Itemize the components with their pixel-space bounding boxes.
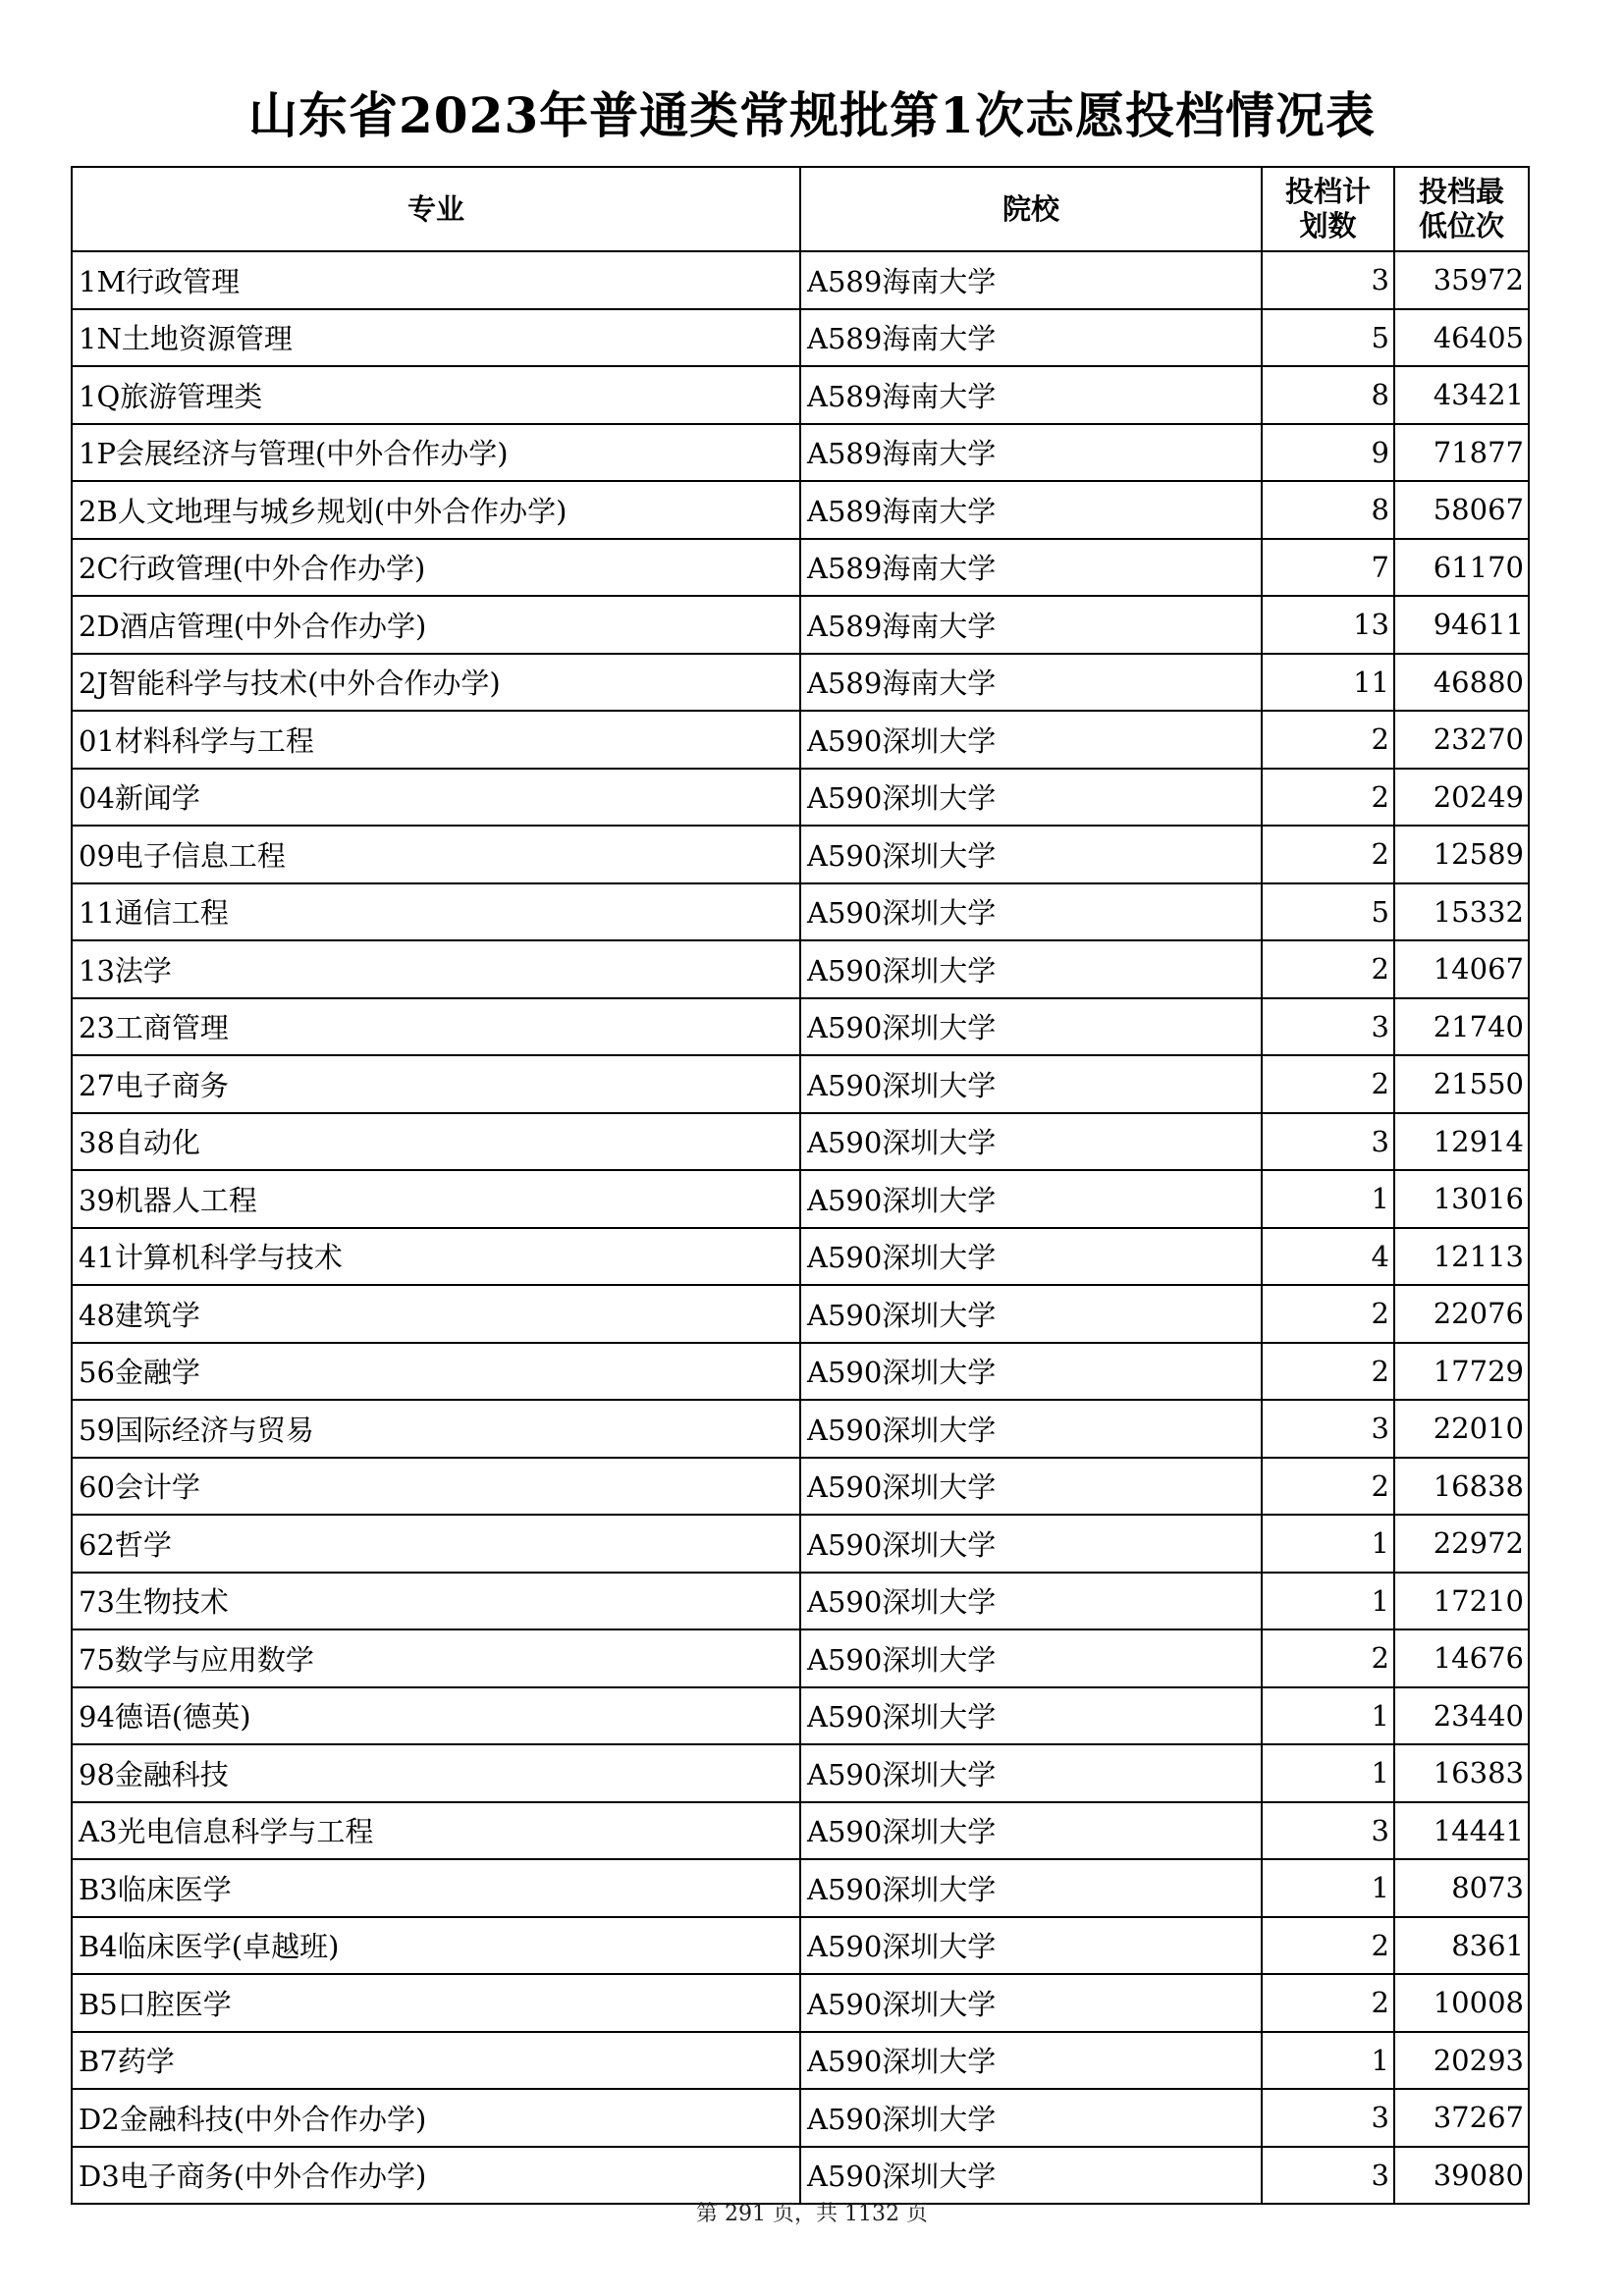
cell-plan: 3 [1262, 1400, 1394, 1458]
cell-major: 59国际经济与贸易 [72, 1400, 800, 1458]
cell-rank: 21740 [1394, 998, 1529, 1056]
cell-plan: 1 [1262, 1744, 1394, 1802]
cell-major: 38自动化 [72, 1113, 800, 1171]
header-rank [1394, 167, 1529, 251]
table-row [72, 1687, 1529, 1745]
table-row [72, 539, 1529, 597]
table-row [72, 1802, 1529, 1860]
cell-rank: 37267 [1394, 2089, 1529, 2147]
cell-plan: 2 [1262, 826, 1394, 883]
table-row [72, 2032, 1529, 2090]
table-row [72, 1343, 1529, 1401]
cell-school: A590深圳大学 [800, 826, 1262, 883]
cell-school: A590深圳大学 [800, 769, 1262, 827]
cell-plan: 9 [1262, 424, 1394, 482]
cell-plan: 3 [1262, 2089, 1394, 2147]
cell-school: A590深圳大学 [800, 1343, 1262, 1401]
cell-major: 75数学与应用数学 [72, 1629, 800, 1687]
table-header-row [72, 167, 1529, 251]
table-row [72, 654, 1529, 712]
cell-rank: 14441 [1394, 1802, 1529, 1860]
cell-plan: 11 [1262, 654, 1394, 712]
table-row [72, 481, 1529, 539]
table-row [72, 1515, 1529, 1573]
cell-plan: 3 [1262, 1113, 1394, 1171]
cell-school: A590深圳大学 [800, 1113, 1262, 1171]
cell-plan: 3 [1262, 1802, 1394, 1860]
table-row [72, 711, 1529, 769]
cell-major: 1Q旅游管理类 [72, 366, 800, 424]
cell-school: A590深圳大学 [800, 1458, 1262, 1516]
cell-school: A590深圳大学 [800, 1285, 1262, 1343]
cell-plan: 13 [1262, 596, 1394, 654]
cell-major: 94德语(德英) [72, 1687, 800, 1745]
cell-plan: 2 [1262, 711, 1394, 769]
cell-major: 04新闻学 [72, 769, 800, 827]
cell-major: 73生物技术 [72, 1573, 800, 1630]
table-body [72, 251, 1529, 2204]
cell-major: A3光电信息科学与工程 [72, 1802, 800, 1860]
cell-school: A589海南大学 [800, 366, 1262, 424]
cell-major: 2J智能科学与技术(中外合作办学) [72, 654, 800, 712]
cell-plan: 3 [1262, 998, 1394, 1056]
cell-major: 23工商管理 [72, 998, 800, 1056]
table-row [72, 1859, 1529, 1917]
cell-plan: 2 [1262, 1917, 1394, 1975]
cell-major: 11通信工程 [72, 883, 800, 941]
header-rank-line2: 低位次 [1418, 209, 1504, 242]
cell-rank: 22972 [1394, 1515, 1529, 1573]
cell-school: A590深圳大学 [800, 1573, 1262, 1630]
cell-plan: 3 [1262, 251, 1394, 309]
table-row [72, 1744, 1529, 1802]
cell-school: A589海南大学 [800, 539, 1262, 597]
table-row [72, 1400, 1529, 1458]
cell-rank: 23440 [1394, 1687, 1529, 1745]
cell-plan: 4 [1262, 1228, 1394, 1286]
table-row [72, 1573, 1529, 1630]
cell-school: A589海南大学 [800, 481, 1262, 539]
cell-plan: 8 [1262, 366, 1394, 424]
cell-school: A590深圳大学 [800, 1170, 1262, 1228]
page-footer: 第 291 页，共 1132 页 [696, 2202, 928, 2226]
cell-plan: 5 [1262, 309, 1394, 367]
cell-rank: 17210 [1394, 1573, 1529, 1630]
cell-plan: 2 [1262, 1974, 1394, 2032]
cell-rank: 16383 [1394, 1744, 1529, 1802]
cell-rank: 61170 [1394, 539, 1529, 597]
table-row [72, 1113, 1529, 1171]
cell-school: A590深圳大学 [800, 883, 1262, 941]
table-row [72, 1055, 1529, 1113]
cell-rank: 23270 [1394, 711, 1529, 769]
table-row [72, 769, 1529, 827]
cell-rank: 46405 [1394, 309, 1529, 367]
cell-rank: 71877 [1394, 424, 1529, 482]
table-row [72, 1917, 1529, 1975]
table-row [72, 251, 1529, 309]
header-major: 专业 [72, 167, 800, 251]
header-rank-line1: 投档最 [1418, 175, 1504, 209]
cell-major: 1N土地资源管理 [72, 309, 800, 367]
cell-school: A590深圳大学 [800, 711, 1262, 769]
header-plan-line1: 投档计 [1284, 175, 1371, 209]
cell-school: A590深圳大学 [800, 2032, 1262, 2090]
cell-school: A590深圳大学 [800, 1228, 1262, 1286]
table-row [72, 1458, 1529, 1516]
cell-major: 2C行政管理(中外合作办学) [72, 539, 800, 597]
cell-rank: 20249 [1394, 769, 1529, 827]
admission-table [71, 166, 1530, 2205]
header-school: 院校 [800, 167, 1262, 251]
cell-major: B4临床医学(卓越班) [72, 1917, 800, 1975]
cell-rank: 21550 [1394, 1055, 1529, 1113]
cell-school: A590深圳大学 [800, 1055, 1262, 1113]
cell-plan: 2 [1262, 1285, 1394, 1343]
cell-rank: 12914 [1394, 1113, 1529, 1171]
cell-major: D3电子商务(中外合作办学) [72, 2147, 800, 2205]
cell-rank: 58067 [1394, 481, 1529, 539]
table-row [72, 1974, 1529, 2032]
cell-major: 48建筑学 [72, 1285, 800, 1343]
cell-school: A590深圳大学 [800, 1974, 1262, 2032]
cell-major: 1M行政管理 [72, 251, 800, 309]
cell-rank: 10008 [1394, 1974, 1529, 2032]
cell-rank: 39080 [1394, 2147, 1529, 2205]
table-row [72, 366, 1529, 424]
cell-major: 60会计学 [72, 1458, 800, 1516]
cell-rank: 12113 [1394, 1228, 1529, 1286]
cell-school: A589海南大学 [800, 251, 1262, 309]
cell-major: 13法学 [72, 940, 800, 998]
cell-rank: 14067 [1394, 940, 1529, 998]
table-row [72, 309, 1529, 367]
cell-rank: 13016 [1394, 1170, 1529, 1228]
cell-major: B5口腔医学 [72, 1974, 800, 2032]
cell-major: 56金融学 [72, 1343, 800, 1401]
table-row [72, 940, 1529, 998]
table-row [72, 826, 1529, 883]
cell-rank: 14676 [1394, 1629, 1529, 1687]
cell-plan: 2 [1262, 1055, 1394, 1113]
cell-major: D2金融科技(中外合作办学) [72, 2089, 800, 2147]
cell-plan: 8 [1262, 481, 1394, 539]
cell-school: A590深圳大学 [800, 2089, 1262, 2147]
cell-school: A590深圳大学 [800, 1629, 1262, 1687]
table-row [72, 2089, 1529, 2147]
cell-school: A589海南大学 [800, 309, 1262, 367]
cell-major: 27电子商务 [72, 1055, 800, 1113]
cell-plan: 2 [1262, 1343, 1394, 1401]
table-row [72, 883, 1529, 941]
table-row [72, 424, 1529, 482]
cell-major: 41计算机科学与技术 [72, 1228, 800, 1286]
cell-school: A590深圳大学 [800, 1917, 1262, 1975]
cell-rank: 46880 [1394, 654, 1529, 712]
cell-rank: 22076 [1394, 1285, 1529, 1343]
cell-major: 98金融科技 [72, 1744, 800, 1802]
cell-school: A589海南大学 [800, 654, 1262, 712]
cell-plan: 1 [1262, 2032, 1394, 2090]
cell-rank: 43421 [1394, 366, 1529, 424]
cell-major: 2D酒店管理(中外合作办学) [72, 596, 800, 654]
cell-school: A590深圳大学 [800, 2147, 1262, 2205]
cell-plan: 1 [1262, 1515, 1394, 1573]
table-row [72, 596, 1529, 654]
cell-rank: 8073 [1394, 1859, 1529, 1917]
cell-plan: 2 [1262, 940, 1394, 998]
cell-school: A590深圳大学 [800, 940, 1262, 998]
cell-plan: 2 [1262, 769, 1394, 827]
cell-plan: 1 [1262, 1573, 1394, 1630]
cell-school: A590深圳大学 [800, 998, 1262, 1056]
cell-major: 39机器人工程 [72, 1170, 800, 1228]
table-row [72, 2147, 1529, 2205]
cell-rank: 15332 [1394, 883, 1529, 941]
cell-rank: 8361 [1394, 1917, 1529, 1975]
cell-rank: 22010 [1394, 1400, 1529, 1458]
cell-major: B3临床医学 [72, 1859, 800, 1917]
cell-school: A590深圳大学 [800, 1859, 1262, 1917]
cell-plan: 1 [1262, 1859, 1394, 1917]
cell-school: A590深圳大学 [800, 1400, 1262, 1458]
page-title: 山东省2023年普通类常规批第1次志愿投档情况表 [248, 86, 1376, 144]
cell-plan: 1 [1262, 1687, 1394, 1745]
cell-rank: 35972 [1394, 251, 1529, 309]
cell-plan: 5 [1262, 883, 1394, 941]
header-plan-line2: 划数 [1299, 209, 1357, 242]
cell-school: A590深圳大学 [800, 1744, 1262, 1802]
cell-school: A589海南大学 [800, 424, 1262, 482]
cell-plan: 7 [1262, 539, 1394, 597]
cell-school: A590深圳大学 [800, 1515, 1262, 1573]
table-row [72, 1170, 1529, 1228]
cell-major: 2B人文地理与城乡规划(中外合作办学) [72, 481, 800, 539]
cell-school: A590深圳大学 [800, 1802, 1262, 1860]
cell-rank: 17729 [1394, 1343, 1529, 1401]
cell-plan: 3 [1262, 2147, 1394, 2205]
header-plan [1262, 167, 1394, 251]
cell-rank: 20293 [1394, 2032, 1529, 2090]
cell-major: 62哲学 [72, 1515, 800, 1573]
cell-rank: 12589 [1394, 826, 1529, 883]
cell-plan: 2 [1262, 1629, 1394, 1687]
cell-major: 1P会展经济与管理(中外合作办学) [72, 424, 800, 482]
cell-major: B7药学 [72, 2032, 800, 2090]
table-row [72, 1228, 1529, 1286]
cell-plan: 1 [1262, 1170, 1394, 1228]
cell-plan: 2 [1262, 1458, 1394, 1516]
cell-school: A589海南大学 [800, 596, 1262, 654]
cell-major: 09电子信息工程 [72, 826, 800, 883]
table-row [72, 1629, 1529, 1687]
cell-major: 01材料科学与工程 [72, 711, 800, 769]
cell-rank: 16838 [1394, 1458, 1529, 1516]
cell-school: A590深圳大学 [800, 1687, 1262, 1745]
cell-rank: 94611 [1394, 596, 1529, 654]
table-row [72, 1285, 1529, 1343]
table-row [72, 998, 1529, 1056]
